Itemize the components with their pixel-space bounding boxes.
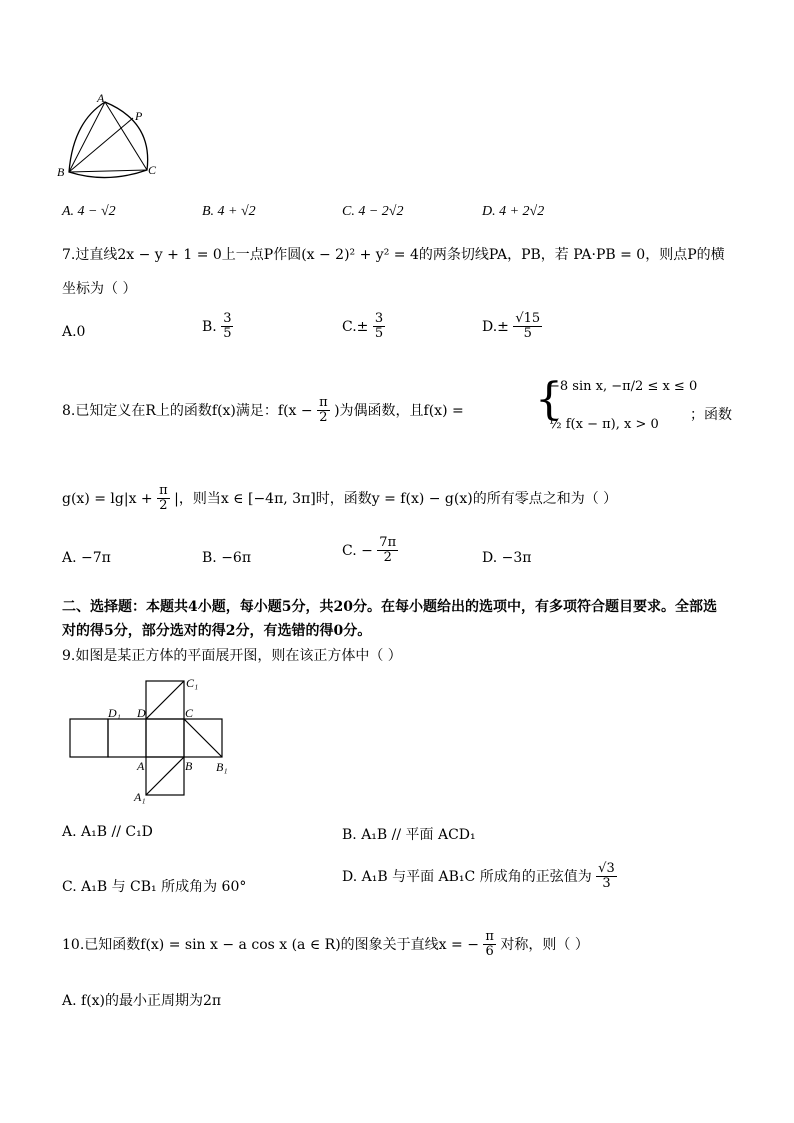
q8-stem-line1 bbox=[62, 396, 464, 426]
fig6-label-a: A bbox=[97, 92, 105, 105]
q7-option-c-num: 3 bbox=[374, 311, 384, 326]
q8-option-a: A. −7π bbox=[62, 550, 111, 566]
q8-option-b: B. −6π bbox=[202, 550, 252, 566]
net-label-a: A bbox=[137, 759, 145, 773]
q8-line2-part-b: |，则当x ∈ [−4π, 3π]时，函数y = f(x) − g(x)的所有零点之和为（ ） bbox=[174, 490, 618, 507]
q9-option-a: A. A₁B // C₁D bbox=[62, 824, 153, 840]
q7-option-a: A.0 bbox=[62, 324, 86, 340]
q6-option-b: B. 4 + √2 bbox=[202, 204, 256, 219]
q7-option-d-num: √15 bbox=[515, 311, 541, 326]
q7-option-d-den: 5 bbox=[523, 326, 532, 342]
q6-option-d: D. 4 + 2√2 bbox=[482, 204, 545, 219]
q7-option-b-num: 3 bbox=[223, 311, 232, 326]
q7-option-b-prefix: B. bbox=[202, 318, 217, 335]
net-label-c: C bbox=[185, 706, 194, 720]
q8-line1-suffix: ；函数 bbox=[690, 407, 732, 423]
q9-option-d-text: D. A₁B 与平面 AB₁C 所成角的正弦值为 bbox=[342, 868, 592, 885]
q7-option-c bbox=[342, 312, 385, 342]
q8-line2-frac-num: π bbox=[159, 483, 168, 498]
fig6-label-b: B bbox=[57, 165, 65, 179]
q9-option-c: C. A₁B 与 CB₁ 所成角为 60° bbox=[62, 879, 247, 895]
q8-option-c-prefix: C. − bbox=[342, 542, 373, 559]
q8-option-d: D. −3π bbox=[482, 550, 532, 566]
q8-option-c-num: 7π bbox=[379, 535, 397, 550]
q7-option-d bbox=[482, 312, 542, 342]
q7-option-b-den: 5 bbox=[223, 326, 232, 342]
q7-stem-line1: 7.过直线2x − y + 1 = 0上一点P作圆(x − 2)² + y² = 4的两条切线PA，PB，若 PA·PB = 0，则点P的横 bbox=[62, 247, 725, 263]
q8-line2-frac-den: 2 bbox=[159, 498, 168, 514]
cube-net-figure bbox=[62, 676, 242, 808]
q9-option-b: B. A₁B // 平面 ACD₁ bbox=[342, 827, 476, 843]
q7-option-c-prefix: C.± bbox=[342, 318, 369, 335]
q9-stem: 9.如图是某正方体的平面展开图，则在该正方体中（ ） bbox=[62, 648, 402, 664]
net-label-d: D bbox=[137, 706, 146, 720]
net-label-b1: B₁ bbox=[216, 760, 228, 774]
q9-option-d-den: 3 bbox=[602, 876, 611, 892]
q8-line2-part-a: g(x) = lg|x + bbox=[62, 490, 153, 507]
q7-option-b bbox=[202, 312, 233, 342]
q9-option-d bbox=[342, 862, 617, 892]
q10-stem bbox=[62, 930, 589, 960]
q8-line1-part-b: )为偶函数，且f(x) = bbox=[334, 402, 464, 419]
q7-option-c-den: 5 bbox=[374, 326, 384, 342]
fig6-label-c: C bbox=[148, 163, 157, 177]
net-label-a1: A₁ bbox=[134, 790, 146, 804]
q6-option-c: C. 4 − 2√2 bbox=[342, 204, 404, 219]
q9-option-d-num: √3 bbox=[598, 861, 615, 876]
net-label-c1: C₁ bbox=[186, 676, 199, 690]
net-label-b: B bbox=[185, 759, 193, 773]
q8-stem-line2 bbox=[62, 484, 617, 514]
q7-option-d-prefix: D.± bbox=[482, 318, 509, 335]
fig6-label-p: P bbox=[135, 109, 143, 123]
q8-option-c bbox=[342, 536, 398, 566]
q8-piece-1: −8 sin x, −π/2 ≤ x ≤ 0 bbox=[549, 379, 698, 394]
q10-stem-part-a: 10.已知函数f(x) = sin x − a cos x (a ∈ R)的图象关于直线x = − bbox=[62, 936, 479, 953]
q10-stem-part-b: 对称，则（ ） bbox=[500, 936, 589, 953]
q8-line1-frac-num: π bbox=[319, 395, 328, 410]
q10-stem-frac-num: π bbox=[485, 929, 494, 944]
q8-piecewise bbox=[535, 374, 698, 433]
reuleaux-triangle-figure bbox=[55, 92, 165, 184]
section2-heading-line2: 对的得5分，部分选对的得2分，有选错的得0分。 bbox=[62, 623, 372, 639]
q10-option-a: A. f(x)的最小正周期为2π bbox=[62, 993, 222, 1009]
q8-piecewise-brace: { bbox=[535, 374, 563, 425]
q10-stem-frac-den: 6 bbox=[485, 944, 494, 960]
q8-line1-frac-den: 2 bbox=[319, 410, 328, 426]
section2-heading-line1: 二、选择题：本题共4小题，每小题5分，共20分。在每小题给出的选项中，有多项符合题目要求。全部选 bbox=[62, 599, 717, 615]
q8-piece-2: ½ f(x − π), x > 0 bbox=[549, 417, 659, 433]
q6-option-a: A. 4 − √2 bbox=[62, 204, 116, 219]
net-label-d1: D₁ bbox=[108, 706, 121, 720]
q8-option-c-den: 2 bbox=[383, 550, 392, 566]
q7-stem-line2: 坐标为（ ） bbox=[62, 281, 137, 297]
q8-line1-part-a: 8.已知定义在R上的函数f(x)满足：f(x − bbox=[62, 402, 313, 419]
